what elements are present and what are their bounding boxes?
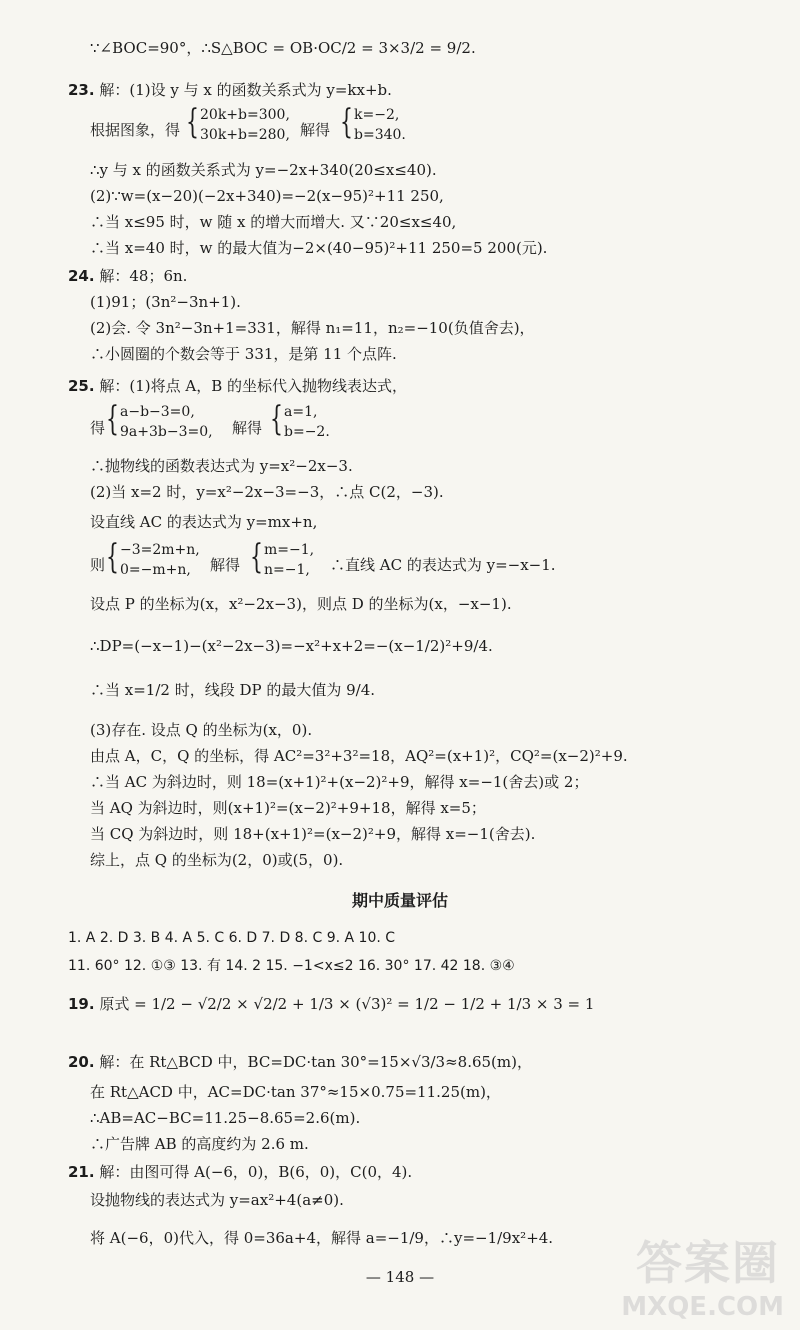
question-25-line: [68, 376, 407, 396]
equation-system: a−b−3=0, 9a+3b−3=0,: [120, 404, 213, 440]
question-23-line: [68, 80, 392, 100]
text-line: (2)当 x=2 时，y=x²−2x−3=−3，∴点 C(2，−3).: [90, 483, 444, 501]
left-brace: {: [340, 102, 353, 142]
question-number: 20.: [68, 1053, 95, 1071]
text: 解：(1)将点 A，B 的坐标代入抛物线表达式，: [99, 377, 408, 395]
text-line: ∴直线 AC 的表达式为 y=−x−1.: [330, 556, 556, 574]
text-line: 在 Rt△ACD 中，AC=DC·tan 37°≈15×0.75=11.25(m)，: [90, 1083, 501, 1101]
watermark-text: 答案圈: [636, 1236, 780, 1290]
text: 解：由图可得 A(−6，0)，B(6，0)，C(0，4).: [99, 1163, 413, 1181]
section-title: 期中质量评估: [351, 891, 448, 910]
answers-row-1: 1. A 2. D 3. B 4. A 5. C 6. D 7. D 8. C 9. A 10. C: [68, 930, 396, 946]
text-line: 将 A(−6，0)代入，得 0=36a+4，解得 a=−1/9，∴y=−1/9x²+4.: [90, 1229, 554, 1247]
text-line: ∴当 AC 为斜边时，则 18=(x+1)²+(x−2)²+9，解得 x=−1(舍去)或 2；: [90, 773, 589, 791]
text-line: (2)∵w=(x−20)(−2x+340)=−2(x−95)²+11 250,: [90, 187, 444, 205]
text: 解：48；6n.: [99, 267, 188, 285]
page-number: — 148 —: [365, 1268, 435, 1286]
text-line: 解得: [210, 556, 241, 574]
equation-system: m=−1, n=−1,: [264, 542, 315, 578]
text: 原式 = 1/2 − √2/2 × √2/2 + 1/3 × (√3)² = 1/2 − 1/2 + 1/3 × 3 = 1: [99, 995, 595, 1013]
text-line: 当 AQ 为斜边时，则(x+1)²=(x−2)²+9+18，解得 x=5；: [90, 799, 486, 817]
equation-system: a=1, b=−2.: [284, 404, 330, 440]
watermark-url: MXQE.COM: [621, 1292, 784, 1322]
text-line: ∴当 x=1/2 时，线段 DP 的最大值为 9/4.: [90, 681, 376, 699]
text-line: (3)存在. 设点 Q 的坐标为(x，0).: [90, 721, 313, 739]
question-number: 21.: [68, 1163, 95, 1181]
text-line: 则: [90, 556, 106, 574]
text-line: ∴广告牌 AB 的高度约为 2.6 m.: [90, 1135, 309, 1153]
text: 解：(1)设 y 与 x 的函数关系式为 y=kx+b.: [99, 81, 392, 99]
text-line: ∴DP=(−x−1)−(x²−2x−3)=−x²+x+2=−(x−1/2)²+9/4.: [90, 637, 493, 655]
text-line: 设抛物线的表达式为 y=ax²+4(a≠0).: [90, 1191, 344, 1209]
question-number: 19.: [68, 995, 95, 1013]
equation-system: k=−2, b=340.: [354, 107, 406, 143]
text-line: ∴当 x=40 时，w 的最大值为−2×(40−95)²+11 250=5 200(元).: [90, 239, 548, 257]
left-brace: {: [270, 399, 283, 439]
text-line: ∴当 x≤95 时，w 随 x 的增大而增大. 又∵20≤x≤40,: [90, 213, 457, 231]
text-line: 当 CQ 为斜边时，则 18+(x+1)²=(x−2)²+9，解得 x=−1(舍去).: [90, 825, 536, 843]
text-line: ∴AB=AC−BC=11.25−8.65=2.6(m).: [90, 1109, 361, 1127]
equation-system: 20k+b=300, 30k+b=280,: [200, 107, 290, 143]
left-brace: {: [186, 102, 199, 142]
watermark-logo: [550, 1227, 790, 1322]
left-brace: {: [106, 537, 119, 577]
text-line: 解得: [232, 419, 263, 437]
text-line: 设点 P 的坐标为(x，x²−2x−3)，则点 D 的坐标为(x，−x−1).: [90, 595, 512, 613]
question-24-line: [68, 266, 187, 286]
text-line: (1)91；(3n²−3n+1).: [90, 293, 241, 311]
question-21-line: [68, 1162, 412, 1182]
question-19-line: [68, 994, 594, 1014]
text-line: (2)会. 令 3n²−3n+1=331，解得 n₁=11，n₂=−10(负值舍去)，: [90, 319, 535, 337]
left-brace: {: [250, 537, 263, 577]
text-line: ∵∠BOC=90°，∴S△BOC = OB·OC/2 = 3×3/2 = 9/2.: [90, 39, 476, 57]
question-number: 24.: [68, 267, 95, 285]
answers-row-2: 11. 60° 12. ①③ 13. 有 14. 2 15. −1<x≤2 16. 30° 17. 42 18. ③④: [68, 958, 515, 974]
text-line: ∴y 与 x 的函数关系式为 y=−2x+340(20≤x≤40).: [90, 161, 437, 179]
text-line: 由点 A，C，Q 的坐标，得 AC²=3²+3²=18，AQ²=(x+1)²，CQ²=(x−2)²+9.: [90, 747, 628, 765]
text-line: ∴小圆圈的个数会等于 331，是第 11 个点阵.: [90, 345, 397, 363]
text-line: ∴抛物线的函数表达式为 y=x²−2x−3.: [90, 457, 353, 475]
text-line: 根据图象，得: [90, 121, 181, 139]
text-line: 设直线 AC 的表达式为 y=mx+n,: [90, 513, 318, 531]
equation-system: −3=2m+n, 0=−m+n,: [120, 542, 200, 578]
text: 解：在 Rt△BCD 中，BC=DC·tan 30°=15×√3/3≈8.65(m)，: [99, 1053, 532, 1071]
question-20-line: [68, 1052, 532, 1072]
question-number: 25.: [68, 377, 95, 395]
text-line: 得: [90, 419, 106, 437]
text-line: 解得: [300, 121, 331, 139]
text-line: 综上，点 Q 的坐标为(2，0)或(5，0).: [90, 851, 344, 869]
left-brace: {: [106, 399, 119, 439]
question-number: 23.: [68, 81, 95, 99]
